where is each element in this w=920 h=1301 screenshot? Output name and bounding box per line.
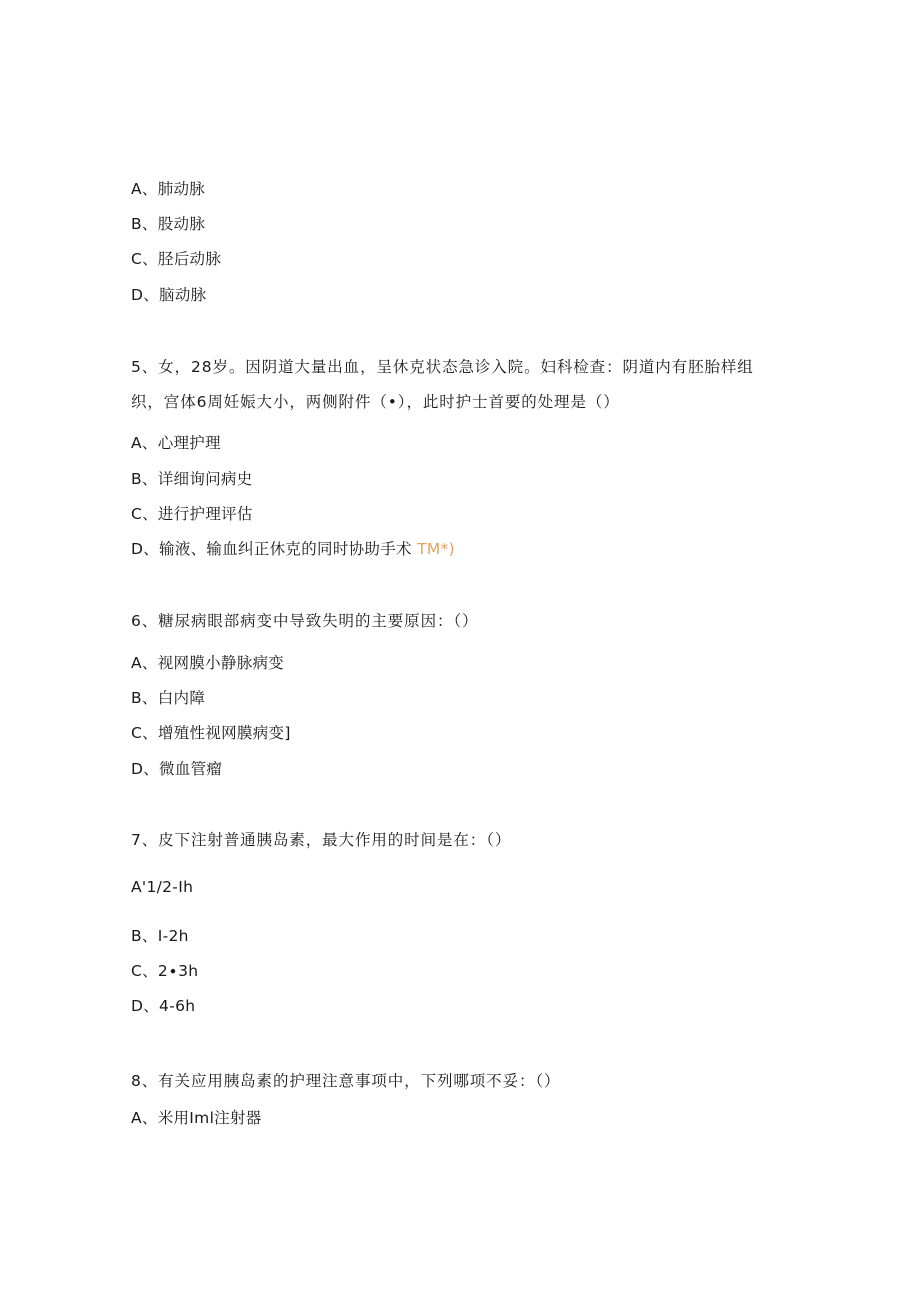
q8-stem: 8、有关应用胰岛素的护理注意事项中，下列哪项不妥：（） (131, 1072, 561, 1090)
q6-option-b: B、白内障 (131, 689, 206, 707)
q5-option-d-text: D、输液、输血纠正休克的同时协助手术 (131, 540, 412, 558)
q5-stem-line1: 5、女，28岁。因阴道大量出血，呈休克状态急诊入院。妇科检查：阴道内有胚胎样组 (131, 358, 754, 376)
q5-option-d-mark: TM*) (417, 540, 455, 558)
q5-option-c: C、进行护理评估 (131, 505, 253, 523)
q4-option-a: A、肺动脉 (131, 180, 206, 198)
q7-stem: 7、皮下注射普通胰岛素，最大作用的时间是在：（） (131, 831, 512, 849)
q5-option-d (131, 539, 455, 559)
q6-option-d: D、微血管瘤 (131, 760, 223, 778)
q5-stem-line2: 织，宫体6周妊娠大小，两侧附件（•），此时护士首要的处理是（） (131, 393, 620, 411)
q6-option-a: A、视网膜小静脉病变 (131, 654, 285, 672)
q4-option-c: C、胫后动脉 (131, 250, 222, 268)
q5-option-a: A、心理护理 (131, 434, 221, 452)
q6-stem: 6、糖尿病眼部病变中导致失明的主要原因：（） (131, 612, 479, 630)
q7-option-b: B、I-2h (131, 927, 189, 945)
q7-option-a: A'1/2-Ih (131, 878, 194, 896)
q8-option-a: A、米用Iml注射器 (131, 1109, 262, 1127)
q7-option-d: D、4-6h (131, 997, 196, 1015)
q5-option-b: B、详细询问病史 (131, 470, 253, 488)
q6-option-c: C、增殖性视网膜病变] (131, 724, 291, 742)
q4-option-d: D、脑动脉 (131, 286, 207, 304)
q4-option-b: B、股动脉 (131, 215, 206, 233)
q7-option-c: C、2∙3h (131, 962, 199, 980)
